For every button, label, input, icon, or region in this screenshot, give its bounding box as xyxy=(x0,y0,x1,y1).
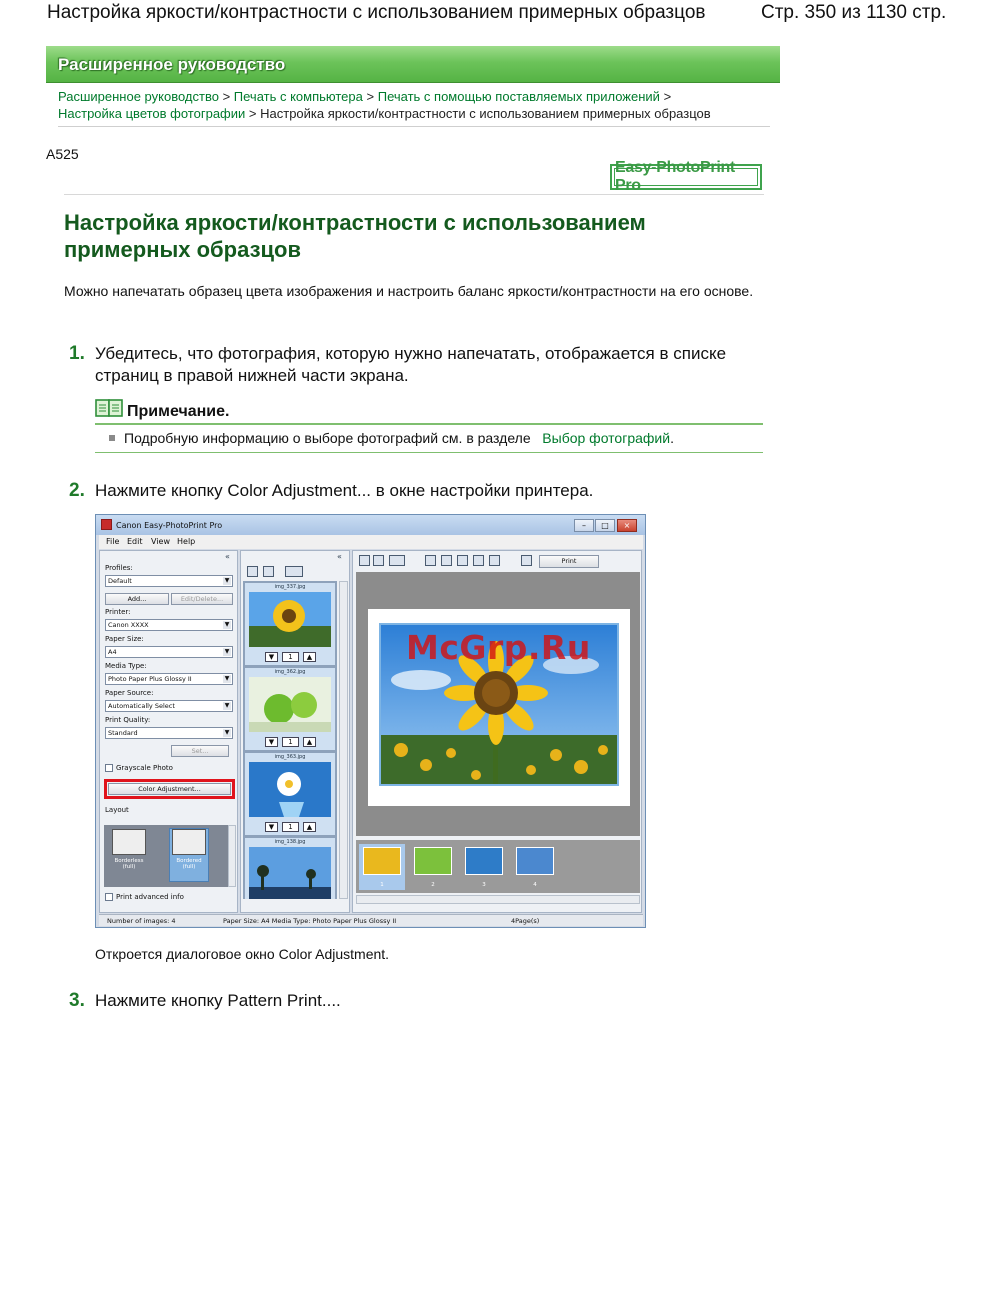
increment-icon[interactable]: ▲ xyxy=(303,652,316,662)
breadcrumb-separator: > xyxy=(222,89,231,104)
layout-label: Layout xyxy=(105,806,129,814)
thumbnail-image-flower-glass xyxy=(249,762,331,817)
thumbnail-item[interactable] xyxy=(245,668,335,750)
thumbnail-image-sunflower xyxy=(249,592,331,647)
page-counter: Стр. 350 из 1130 стр. xyxy=(761,2,947,23)
page-thumb-number: 4 xyxy=(533,882,537,888)
page-thumb-image xyxy=(516,847,554,875)
product-logo-text: Easy-PhotoPrint Pro xyxy=(614,168,758,186)
status-bar xyxy=(99,914,643,926)
close-icon[interactable]: × xyxy=(617,519,637,532)
page-strip-scrollbar[interactable] xyxy=(356,895,640,904)
step-number: 1. xyxy=(69,343,85,364)
page-thumb[interactable] xyxy=(512,844,558,890)
layout-icon[interactable] xyxy=(389,555,405,566)
thumbnail-filename: img_138.jpg xyxy=(274,839,306,845)
breadcrumb-separator: > xyxy=(663,89,672,104)
layout-list xyxy=(104,825,230,887)
copies-value: 1 xyxy=(282,652,299,662)
product-logo xyxy=(610,159,762,194)
status-image-count: Number of images: 4 xyxy=(107,917,176,925)
view-mode-icon[interactable] xyxy=(285,566,303,577)
paper-source-label: Paper Source: xyxy=(105,689,154,697)
note-body: Подробную информацию о выборе фотографий см. в разделе xyxy=(124,430,531,446)
print-advanced-checkbox[interactable] xyxy=(105,893,113,901)
thumbnail-item[interactable] xyxy=(245,753,335,835)
thumbnail-image-apples xyxy=(249,677,331,732)
media-type-value: Photo Paper Plus Glossy II xyxy=(108,675,192,683)
window-titlebar xyxy=(96,515,645,535)
collapse-icon[interactable]: « xyxy=(337,552,342,561)
page-thumb[interactable] xyxy=(461,844,507,890)
step-text: Нажмите кнопку Pattern Print.... xyxy=(95,991,341,1010)
thumbnail-list xyxy=(243,581,337,899)
page-thumb[interactable] xyxy=(410,844,456,890)
model-label: A525 xyxy=(46,146,79,162)
print-button[interactable]: Print xyxy=(539,555,599,568)
highlight-frame xyxy=(104,779,235,799)
set-button[interactable]: Set... xyxy=(171,745,229,757)
decrement-icon[interactable]: ▼ xyxy=(265,737,278,747)
color-adjustment-button[interactable]: Color Adjustment... xyxy=(108,783,231,795)
breadcrumb-separator: > xyxy=(366,89,375,104)
intro-text: Можно напечатать образец цвета изображения и настроить баланс яркости/контрастности на его основе. xyxy=(64,283,754,299)
chevron-down-icon: ▼ xyxy=(224,729,230,736)
breadcrumb-link-guide[interactable]: Расширенное руководство xyxy=(58,89,219,104)
book-icon xyxy=(95,398,125,418)
page-thumb-image xyxy=(414,847,452,875)
add-profile-button[interactable]: Add... xyxy=(105,593,169,605)
chevron-down-icon: ▼ xyxy=(224,702,230,709)
window-title: Canon Easy-PhotoPrint Pro xyxy=(116,521,223,530)
thumbnail-item[interactable] xyxy=(245,838,335,899)
breadcrumb-current: Настройка яркости/контрастности с использованием примерных образцов xyxy=(260,106,711,121)
note-title: Примечание. xyxy=(127,403,230,420)
chevron-down-icon: ▼ xyxy=(224,648,230,655)
breadcrumb-link-print-from-pc[interactable]: Печать с компьютера xyxy=(233,89,363,104)
crop-icon[interactable] xyxy=(457,555,468,566)
section-banner xyxy=(46,46,780,83)
layout-preview xyxy=(112,829,146,855)
grayscale-checkbox[interactable] xyxy=(105,764,113,772)
layout-scrollbar[interactable] xyxy=(228,825,236,887)
breadcrumb-link-photo-colors[interactable]: Настройка цветов фотографии xyxy=(58,106,246,121)
paper-size-value: A4 xyxy=(108,648,117,656)
clear-icon[interactable] xyxy=(263,566,274,577)
print-quality-label: Print Quality: xyxy=(105,716,151,724)
watermark: McGrp.Ru xyxy=(406,628,591,667)
printer-label: Printer: xyxy=(105,608,131,616)
collapse-icon[interactable]: « xyxy=(225,552,230,561)
step-text: Нажмите кнопку Color Adjustment... в окне настройки принтера. xyxy=(95,481,594,500)
menu-view[interactable]: View xyxy=(151,537,170,546)
settings-pane xyxy=(99,550,238,913)
menu-help[interactable]: Help xyxy=(177,537,196,546)
document-title: Настройка яркости/контрастности с использованием примерных образцов xyxy=(47,2,706,23)
thumbnail-pane xyxy=(240,550,350,913)
status-media: Paper Size: A4 Media Type: Photo Paper Plus Glossy II xyxy=(223,917,397,925)
increment-icon[interactable]: ▲ xyxy=(303,822,316,832)
paper-source-value: Automatically Select xyxy=(108,702,175,710)
printer-select[interactable] xyxy=(105,619,233,631)
layout-borderless-label: Borderless (full) xyxy=(114,858,144,870)
layout-preview xyxy=(172,829,206,855)
paper-size-label: Paper Size: xyxy=(105,635,144,643)
media-type-label: Media Type: xyxy=(105,662,147,670)
grayscale-label: Grayscale Photo xyxy=(116,764,173,772)
app-icon xyxy=(101,519,112,530)
select-all-icon[interactable] xyxy=(247,566,258,577)
maximize-icon[interactable]: □ xyxy=(595,519,615,532)
media-type-select[interactable] xyxy=(105,673,233,685)
page-thumb-image xyxy=(465,847,503,875)
minimize-icon[interactable]: – xyxy=(574,519,594,532)
profiles-select[interactable] xyxy=(105,575,233,587)
note-divider xyxy=(95,423,763,425)
page-thumb-number: 1 xyxy=(380,882,384,888)
copies-spinner[interactable] xyxy=(265,822,317,832)
thumbnail-scrollbar[interactable] xyxy=(339,581,348,899)
page-setup-icon[interactable] xyxy=(489,555,500,566)
chevron-down-icon: ▼ xyxy=(224,577,230,584)
decrement-icon[interactable]: ▼ xyxy=(265,652,278,662)
print-quality-value: Standard xyxy=(108,729,138,737)
thumbnail-filename: img_362.jpg xyxy=(274,669,306,675)
thumbnail-filename: img_337.jpg xyxy=(274,584,306,590)
print-quality-select[interactable] xyxy=(105,727,233,739)
step-caption: Откроется диалоговое окно Color Adjustment. xyxy=(95,946,390,962)
edit-delete-button[interactable]: Edit/Delete... xyxy=(171,593,233,605)
printer-icon[interactable] xyxy=(521,555,532,566)
copies-value: 1 xyxy=(282,737,299,747)
copy-icon[interactable] xyxy=(441,555,452,566)
status-pages: 4Page(s) xyxy=(511,917,540,925)
app-screenshot xyxy=(95,514,646,928)
print-advanced-label: Print advanced info xyxy=(116,893,184,901)
note-divider xyxy=(95,452,763,453)
bullet-icon xyxy=(109,435,115,441)
step-number: 2. xyxy=(69,480,85,501)
step-number: 3. xyxy=(69,990,85,1011)
copies-value: 1 xyxy=(282,822,299,832)
profiles-value: Default xyxy=(108,577,132,585)
breadcrumb-separator: > xyxy=(248,106,257,121)
page-heading: Настройка яркости/контрастности с использованием примерных образцов xyxy=(64,210,646,262)
divider xyxy=(64,194,764,195)
layout-bordered[interactable] xyxy=(170,829,208,881)
note-tail: . xyxy=(670,430,674,446)
page-thumb-image xyxy=(363,847,401,875)
menu-edit[interactable]: Edit xyxy=(127,537,143,546)
print-preview-icon[interactable] xyxy=(473,555,484,566)
page-thumb-number: 2 xyxy=(431,882,435,888)
profiles-label: Profiles: xyxy=(105,564,133,572)
next-page-icon[interactable] xyxy=(373,555,384,566)
copies-spinner[interactable] xyxy=(265,652,317,662)
prev-page-icon[interactable] xyxy=(359,555,370,566)
note-text xyxy=(124,430,674,446)
paper-size-select[interactable] xyxy=(105,646,233,658)
chevron-down-icon: ▼ xyxy=(224,675,230,682)
page-preview xyxy=(356,572,640,836)
preview-pane xyxy=(352,550,642,913)
breadcrumb-link-applications[interactable]: Печать с помощью поставляемых приложений xyxy=(377,89,660,104)
increment-icon[interactable]: ▲ xyxy=(303,737,316,747)
menu-file[interactable]: File xyxy=(106,537,120,546)
page-thumb[interactable] xyxy=(359,844,405,890)
chevron-down-icon: ▼ xyxy=(224,621,230,628)
decrement-icon[interactable]: ▼ xyxy=(265,822,278,832)
paper-source-select[interactable] xyxy=(105,700,233,712)
step-text: Убедитесь, что фотография, которую нужно напечатать, отображается в списке страниц в правой нижней части экрана. xyxy=(95,344,727,385)
thumbnail-image-beach xyxy=(249,847,331,899)
copies-spinner[interactable] xyxy=(265,737,317,747)
link-select-photos[interactable]: Выбор фотографий xyxy=(542,430,671,446)
divider xyxy=(58,126,770,127)
menu-bar xyxy=(99,535,643,549)
page-thumb-number: 3 xyxy=(482,882,486,888)
layout-bordered-label: Bordered (full) xyxy=(176,858,202,870)
thumbnail-item[interactable] xyxy=(245,583,335,665)
breadcrumb xyxy=(58,88,778,122)
thumbnail-filename: img_363.jpg xyxy=(274,754,306,760)
printer-value: Canon XXXX xyxy=(108,621,149,629)
rotate-icon[interactable] xyxy=(425,555,436,566)
page-strip xyxy=(356,840,640,893)
layout-borderless[interactable] xyxy=(110,829,148,881)
banner-label: Расширенное руководство xyxy=(58,55,286,74)
